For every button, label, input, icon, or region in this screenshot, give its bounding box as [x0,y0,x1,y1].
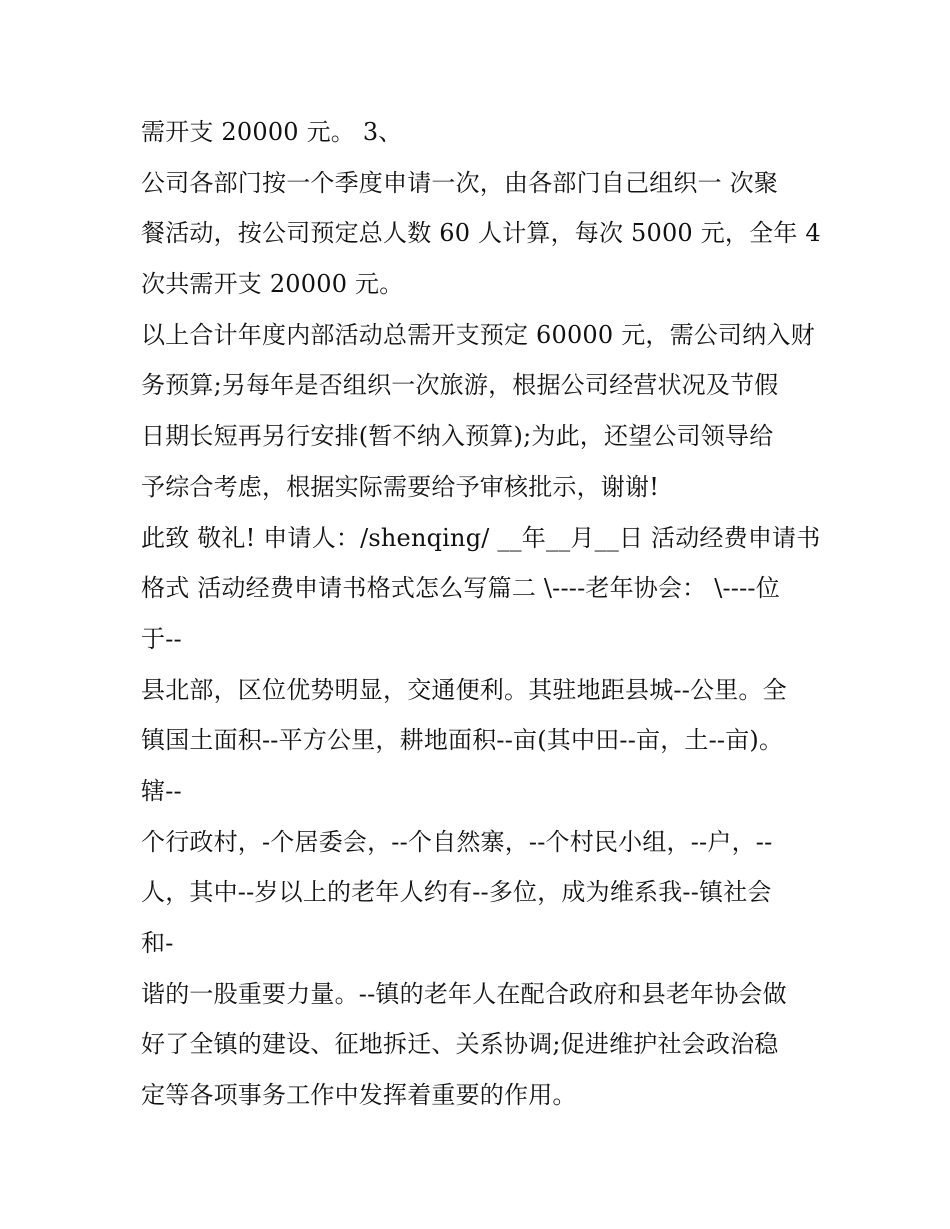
text-line: 人，其中--岁以上的老年人约有--多位，成为维系我--镇社会 [141,878,772,907]
text-line: 次共需开支 20000 元。 [141,270,404,299]
text-line: 辖-- [141,776,182,805]
text-line: 务预算;另每年是否组织一次旅游，根据公司经营状况及节假 [141,371,779,400]
text-line: 餐活动，按公司预定总人数 60 人计算，每次 5000 元，全年 4 [141,219,821,248]
document-body [141,107,821,1121]
text-line: 定等各项事务工作中发挥着重要的作用。 [141,1081,577,1110]
text-line: 于-- [141,624,182,653]
text-line: 好了全镇的建设、征地拆迁、关系协调;促进维护社会政治稳 [141,1030,779,1059]
text-line: 日期长短再另行安排(暂不纳入预算);为此，还望公司领导给 [141,422,774,451]
text-line: 以上合计年度内部活动总需开支预定 60000 元，需公司纳入财 [141,320,815,349]
text-line: 需开支 20000 元。 3、 [141,118,403,146]
text-line: 予综合考虑，根据实际需要给予审核批示，谢谢! [141,472,660,501]
text-line: 公司各部门按一个季度申请一次，由各部门自己组织一 次聚 [141,168,779,197]
text-line: 镇国土面积--平方公里，耕地面积--亩(其中田--亩，土--亩)。 [141,726,784,755]
text-line: 此致 敬礼! 申请人：/shenqing/ __年__月__日 活动经费申请书 [141,523,821,552]
text-line: 和- [141,929,174,957]
text-line: 个行政村，-个居委会，--个自然寨，--个村民小组，--户，-- [141,827,773,856]
text-line: 谐的一股重要力量。--镇的老年人在配合政府和县老年协会做 [141,979,787,1008]
text-line: 县北部，区位优势明显，交通便利。其驻地距县城--公里。全 [141,675,787,704]
text-line: 格式 活动经费申请书格式怎么写篇二 \----老年协会： \----位 [141,574,780,603]
